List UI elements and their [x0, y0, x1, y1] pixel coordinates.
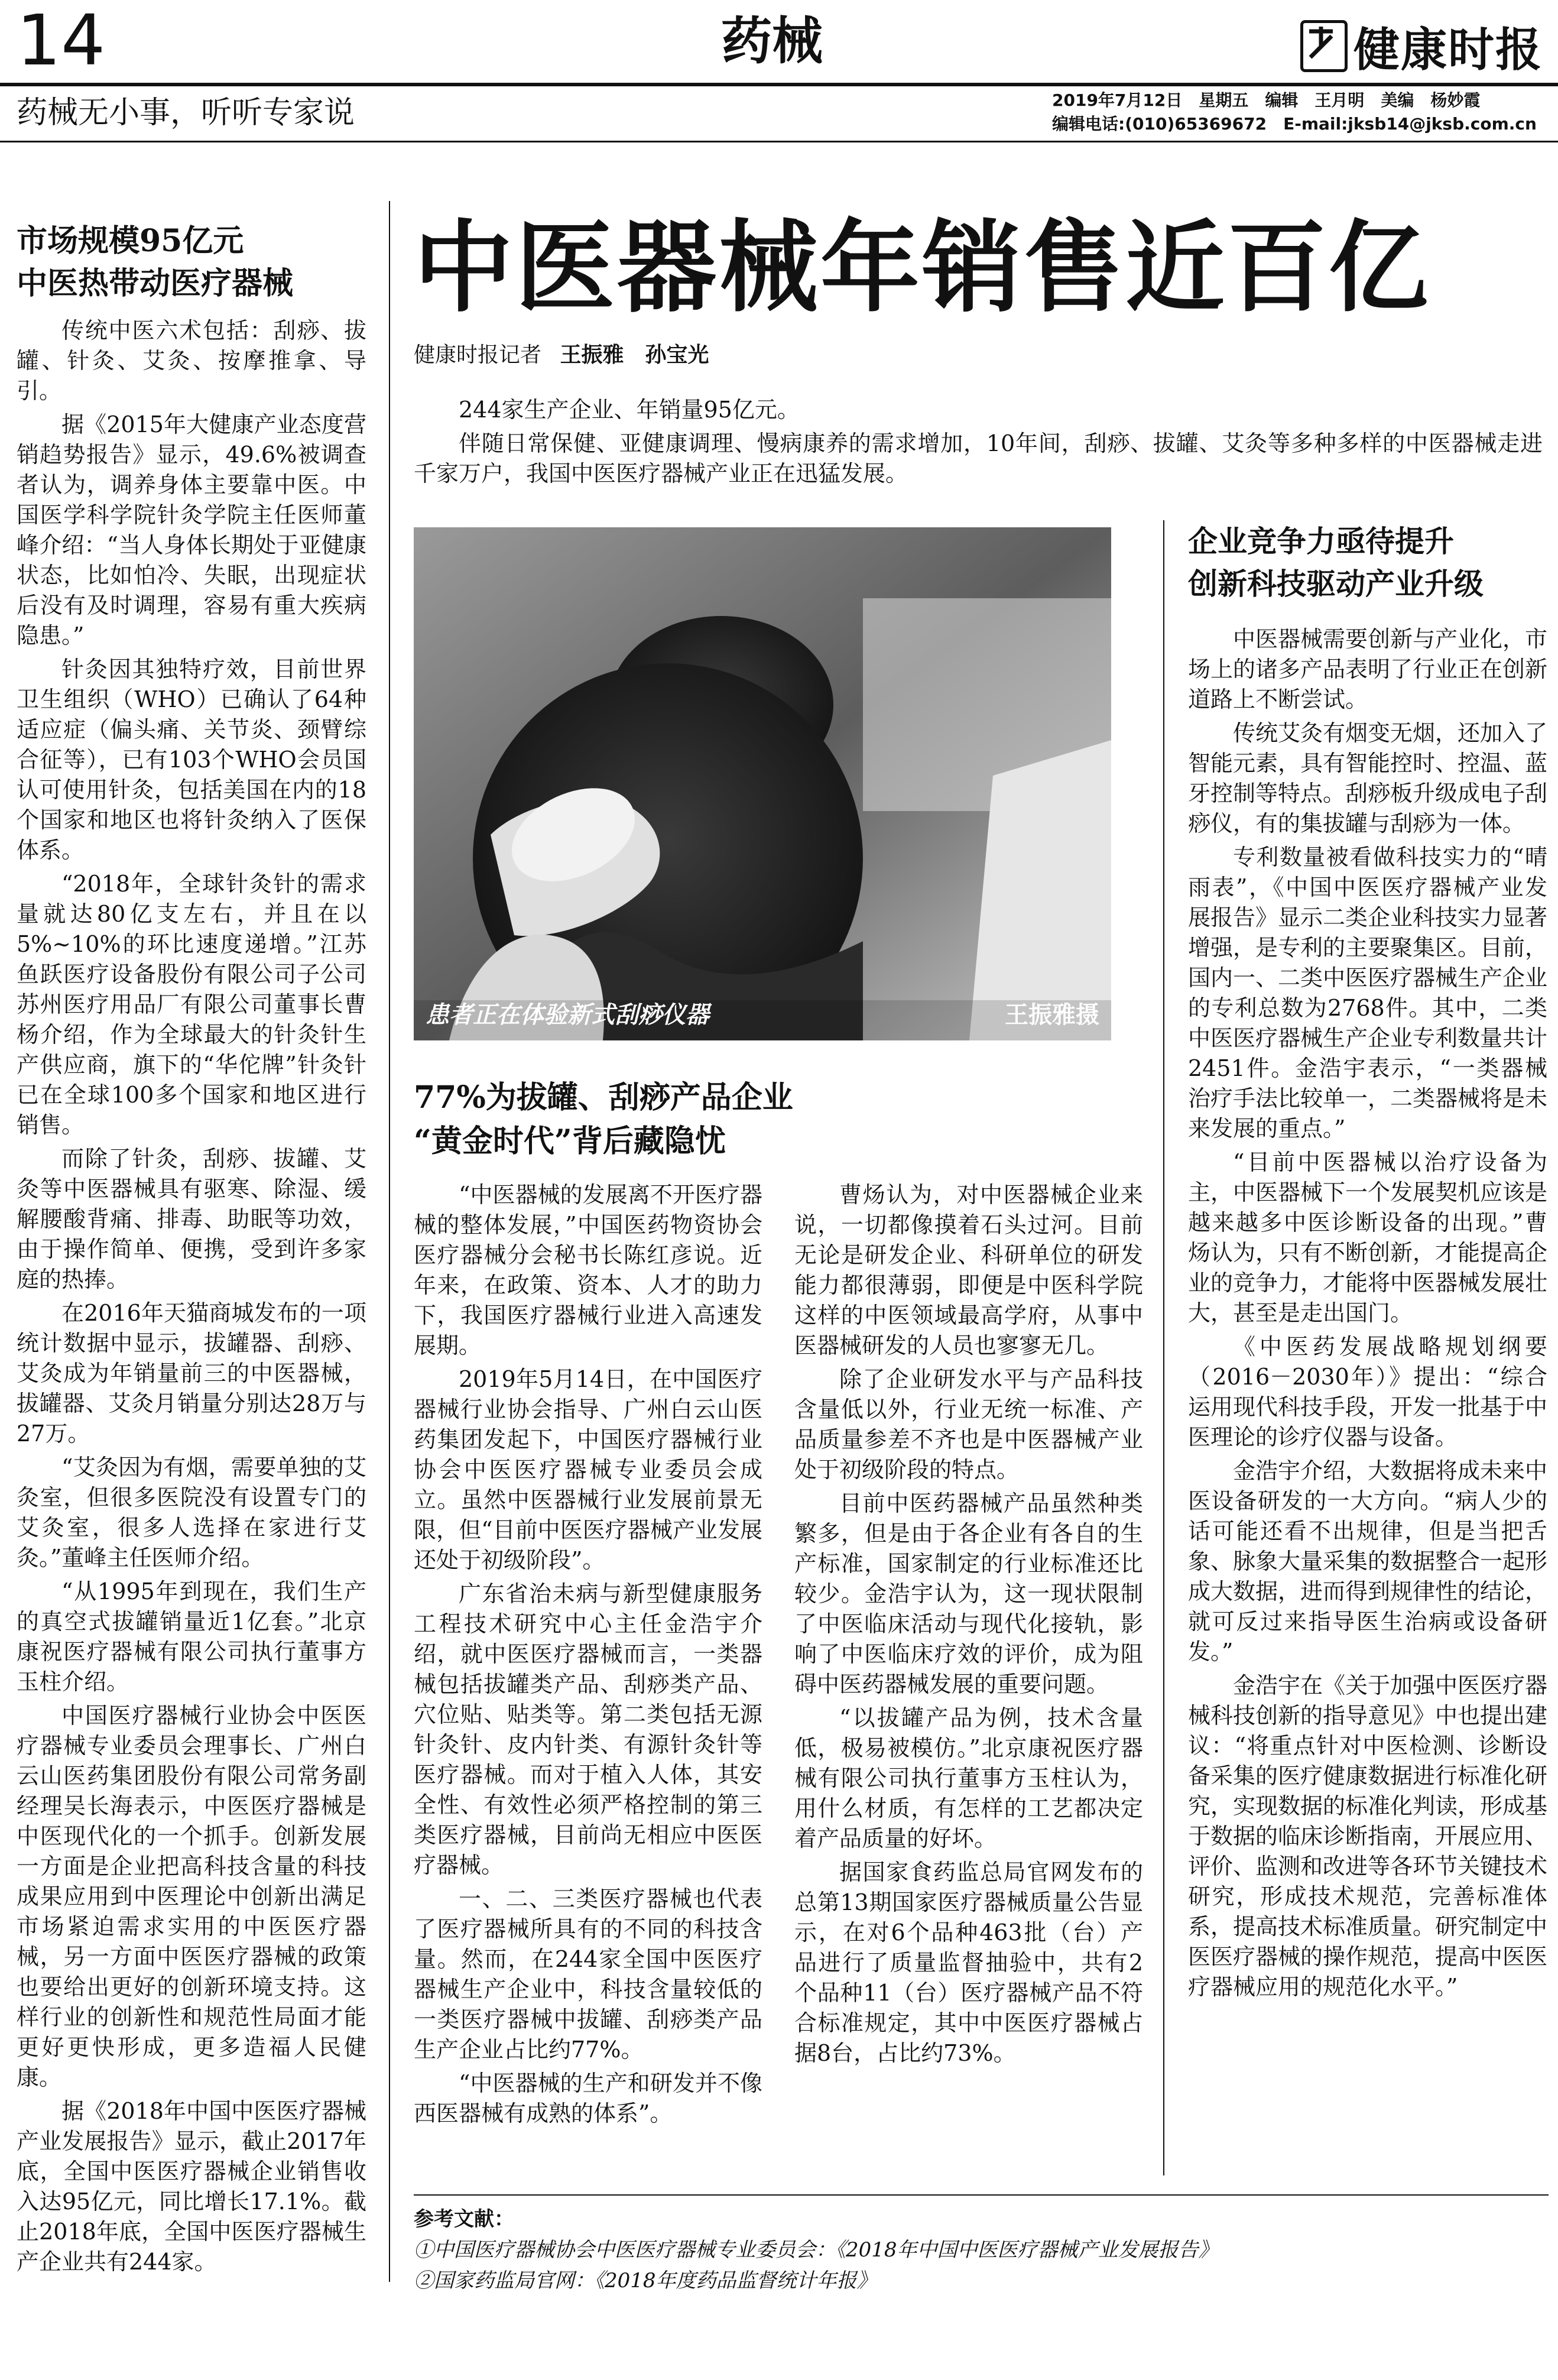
left-paragraph: 据《2018年中国中医医疗器械产业发展报告》显示，截止2017年底，全国中医医疗器械企业销售收入达95亿元，同比增长17.1%。截止2018年底，全国中医医疗器械生产企业共有244家。	[17, 2098, 366, 2275]
right-column-divider	[1163, 520, 1164, 2175]
references-box	[414, 2204, 1549, 2296]
lead-paragraphs	[414, 395, 1543, 492]
right-paragraph: 中医器械需要创新与产业化，市场上的诸多产品表明了行业正在创新道路上不断尝试。	[1188, 626, 1547, 712]
mid-headline-line-1: 77%为拔罐、刮痧产品企业	[414, 1079, 793, 1116]
masthead-logo	[1300, 13, 1543, 79]
photo-illustration	[414, 527, 1111, 1040]
left-paragraph: 在2016年天猫商城发布的一项统计数据中显示，拔罐器、刮痧、艾灸成为年销量前三的中医器械，拔罐器、艾灸月销量分别达28万与27万。	[17, 1300, 366, 1447]
mid-paragraph: 2019年5月14日，在中国医疗器械行业协会指导、广州白云山医药集团发起下，中国医疗器械行业协会中医医疗器械专业委员会成立。虽然中医器械行业发展前景无限，但“目前中医医疗器械产业发展还处于初级阶段”。	[414, 1366, 762, 1573]
left-headline-line-1: 市场规模95亿元	[17, 223, 244, 259]
byline-prefix: 健康时报记者	[414, 343, 542, 367]
mid-paragraph: 广东省治未病与新型健康服务工程技术研究中心主任金浩宇介绍，就中医医疗器械而言，一类器械包括拔罐类产品、刮痧类产品、穴位贴、贴类等。第二类包括无源针灸针、皮内针类、有源针灸针等医疗器械。而对于植入人体，其安全性、有效性必须严格控制的第三类医疗器械，目前尚无相应中医医疗器械。	[414, 1581, 762, 1878]
right-headline	[1188, 520, 1549, 605]
left-column-divider	[389, 201, 390, 2282]
mid-paragraph: 一、二、三类医疗器械也代表了医疗器械所具有的不同的科技含量。然而，在244家全国中医医疗器械生产企业中，科技含量较低的一类医疗器械中拔罐、刮痧类产品生产企业占比约77%。	[414, 1886, 762, 2063]
mid-paragraph: 目前中医药器械产品虽然种类繁多，但是由于各企业有各自的生产标准，国家制定的行业标准还比较少。金浩宇认为，这一现状限制了中医临床活动与现代化接轨，影响了中医临床疗效的评价，成为阻碍中医药器械发展的重要问题。	[794, 1490, 1143, 1697]
left-paragraph: “艾灸因为有烟，需要单独的艾灸室，但很多医院没有设置专门的艾灸室，很多人选择在家进行艾灸。”董峰主任医师介绍。	[17, 1454, 366, 1571]
left-paragraph: 传统中医六术包括：刮痧、拔罐、针灸、艾灸、按摩推拿、导引。	[17, 317, 366, 404]
byline	[414, 341, 709, 370]
page-number: 14	[17, 0, 106, 81]
mid-paragraph: 据国家食药监总局官网发布的总第13期国家医疗器械质量公告显示，在对6个品种463批（台）产品进行了质量监督抽验中，共有2个品种11（台）医疗器械产品不符合标准规定，其中中医医疗器械占据8台，占比约73%。	[794, 1859, 1143, 2066]
mid-paragraph: 曹炀认为，对中医器械企业来说，一切都像摸着石头过河。目前无论是研发企业、科研单位的研发能力都很薄弱，即便是中医科学院这样的中医领域最高学府，从事中医器械研发的人员也寥寥无几。	[794, 1182, 1143, 1358]
right-paragraph: 专利数量被看做科技实力的“晴雨表”，《中国中医医疗器械产业发展报告》显示二类企业科技实力显著增强，是专利的主要聚集区。目前，国内一、二类中医医疗器械生产企业的专利总数为2768件。其中，二类中医医疗器械生产企业专利数量共计2451件。金浩宇表示，“一类器械治疗手法比较单一，二类器械将是未来发展的重点。”	[1188, 844, 1547, 1142]
column-tagline: 药械无小事，听听专家说	[17, 95, 355, 131]
date-line: 2019年7月12日 星期五 编辑 王月明 美编 杨妙霞	[1052, 90, 1481, 110]
reference-item: ①中国医疗器械协会中医医疗器械专业委员会：《2018年中国中医医疗器械产业发展报告》	[414, 2238, 1219, 2262]
mid-paragraph: “以拔罐产品为例，技术含量低，极易被模仿。”北京康祝医疗器械有限公司执行董事方玉柱认为，用什么材质，有怎样的工艺都决定着产品质量的好坏。	[794, 1705, 1143, 1852]
mid-paragraph: “中医器械的生产和研发并不像西医器械有成熟的体系”。	[414, 2070, 762, 2126]
left-paragraph: 中国医疗器械行业协会中医医疗器械专业委员会理事长、广州白云山医药集团股份有限公司常务副经理吴长海表示，中医医疗器械是中医现代化的一个抓手。创新发展一方面是企业把高科技含量的科技成果应用到中医理论中创新出满足市场紧迫需求实用的中医医疗器械，另一方面中医医疗器械的政策也要给出更好的创新环境支持。这样行业的创新性和规范性局面才能更好更快形成，更多造福人民健康。	[17, 1703, 366, 2090]
left-headline	[17, 220, 383, 305]
right-paragraph: “目前中医器械以治疗设备为主，中医器械下一个发展契机应该是越来越多中医诊断设备的出现。”曹炀认为，只有不断创新，才能提高企业的竞争力，才能将中医器械发展壮大，甚至是走出国门。	[1188, 1149, 1547, 1326]
left-column-body	[17, 316, 366, 2284]
mid-paragraph: 除了企业研发水平与产品科技含量低以外，行业无统一标准、产品质量参差不齐也是中医器械产业处于初级阶段的特点。	[794, 1366, 1143, 1483]
contact-line: 编辑电话:(010)65369672 E-mail:jksb14@jksb.com.cn	[1052, 114, 1537, 134]
photo-credit: 王振雅摄	[1005, 1001, 1099, 1029]
lead-paragraph: 伴随日常保健、亚健康调理、慢病康养的需求增加，10年间，刮痧、拔罐、艾灸等多种多样的中医器械走进千家万户，我国中医医疗器械产业正在迅猛发展。	[414, 430, 1543, 487]
references-rule	[414, 2194, 1549, 2196]
references-title: 参考文献：	[414, 2207, 514, 2231]
right-paragraph: 金浩宇在《关于加强中医医疗器械科技创新的指导意见》中也提出建议：“将重点针对中医检测、诊断设备采集的医疗健康数据进行标准化研究，实现数据的标准化判读，形成基于数据的临床诊断指南，开展应用、评价、监测和改进等各环节关键技术研究，形成技术规范，完善标准体系，提高技术标准质量。研究制定中医医疗器械的操作规范，提高中医医疗器械应用的规范化水平。”	[1188, 1672, 1547, 2000]
right-column-body	[1188, 624, 1547, 2167]
right-paragraph: 金浩宇介绍，大数据将成未来中医设备研发的一大方向。“病人少的话可能还看不出规律，但是当把舌象、脉象大量采集的数据整合一起形成大数据，进而得到规律性的结论，就可反过来指导医生治病或设备研发。”	[1188, 1458, 1547, 1665]
mid-column-2	[794, 1180, 1143, 2173]
main-headline: 中医器械年销售近百亿	[414, 209, 1430, 326]
right-headline-line-1: 企业竞争力亟待提升	[1188, 524, 1454, 559]
byline-names: 王振雅 孙宝光	[560, 343, 709, 367]
mid-headline	[414, 1076, 1147, 1163]
left-paragraph: 针灸因其独特疗效，目前世界卫生组织（WHO）已确认了64种适应症（偏头痛、关节炎、颈臂综合征等），已有103个WHO会员国认可使用针灸，包括美国在内的18个国家和地区也将针灸纳入了医保体系。	[17, 656, 366, 863]
header-rule	[0, 83, 1558, 86]
mid-headline-line-2: “黄金时代”背后藏隐忧	[414, 1123, 726, 1159]
logo-text: 健康时报	[1353, 23, 1543, 77]
logo-emblem-icon	[1300, 20, 1348, 72]
right-paragraph: 传统艾灸有烟变无烟，还加入了智能元素，具有智能控时、控温、蓝牙控制等特点。刮痧板升级成电子刮痧仪，有的集拔罐与刮痧为一体。	[1188, 720, 1547, 836]
photo	[414, 527, 1111, 1040]
left-paragraph: “从1995年到现在，我们生产的真空式拔罐销量近1亿套。”北京康祝医疗器械有限公司执行董事方玉柱介绍。	[17, 1578, 366, 1695]
subheader-rule	[0, 141, 1558, 142]
reference-item: ②国家药监局官网：《2018年度药品监督统计年报》	[414, 2269, 877, 2293]
left-paragraph: “2018年，全球针灸针的需求量就达80亿支左右，并且在以5%~10%的环比速度递增。”江苏鱼跃医疗设备股份有限公司子公司苏州医疗用品厂有限公司董事长曹杨介绍，作为全球最大的针灸针生产供应商，旗下的“华佗牌”针灸针已在全球100多个国家和地区进行销售。	[17, 871, 366, 1138]
photo-caption: 患者正在体验新式刮痧仪器	[426, 1001, 709, 1029]
mid-paragraph: “中医器械的发展离不开医疗器械的整体发展，”中国医药物资协会医疗器械分会秘书长陈红彦说。近年来，在政策、资本、人才的助力下，我国医疗器械行业进入高速发展期。	[414, 1182, 762, 1358]
left-headline-line-2: 中医热带动医疗器械	[17, 265, 294, 301]
right-paragraph: 《中医药发展战略规划纲要（2016－2030年）》提出：“综合运用现代科技手段，开发一批基于中医理论的诊疗仪器与设备。	[1188, 1334, 1547, 1450]
left-paragraph: 而除了针灸，刮痧、拔罐、艾灸等中医器械具有驱寒、除湿、缓解腰酸背痛、排毒、助眠等功效，由于操作简单、便携，受到许多家庭的热捧。	[17, 1146, 366, 1292]
lead-paragraph: 244家生产企业、年销量95亿元。	[459, 397, 800, 423]
mid-column-1	[414, 1180, 762, 2173]
section-title: 药械	[721, 11, 823, 71]
right-headline-line-2: 创新科技驱动产业升级	[1188, 566, 1484, 601]
left-paragraph: 据《2015年大健康产业态度营销趋势报告》显示，49.6%被调查者认为，调养身体主要靠中医。中国医学科学院针灸学院主任医师董峰介绍：“当人身体长期处于亚健康状态，比如怕冷、失眠，出现症状后没有及时调理，容易有重大疾病隐患。”	[17, 411, 366, 648]
